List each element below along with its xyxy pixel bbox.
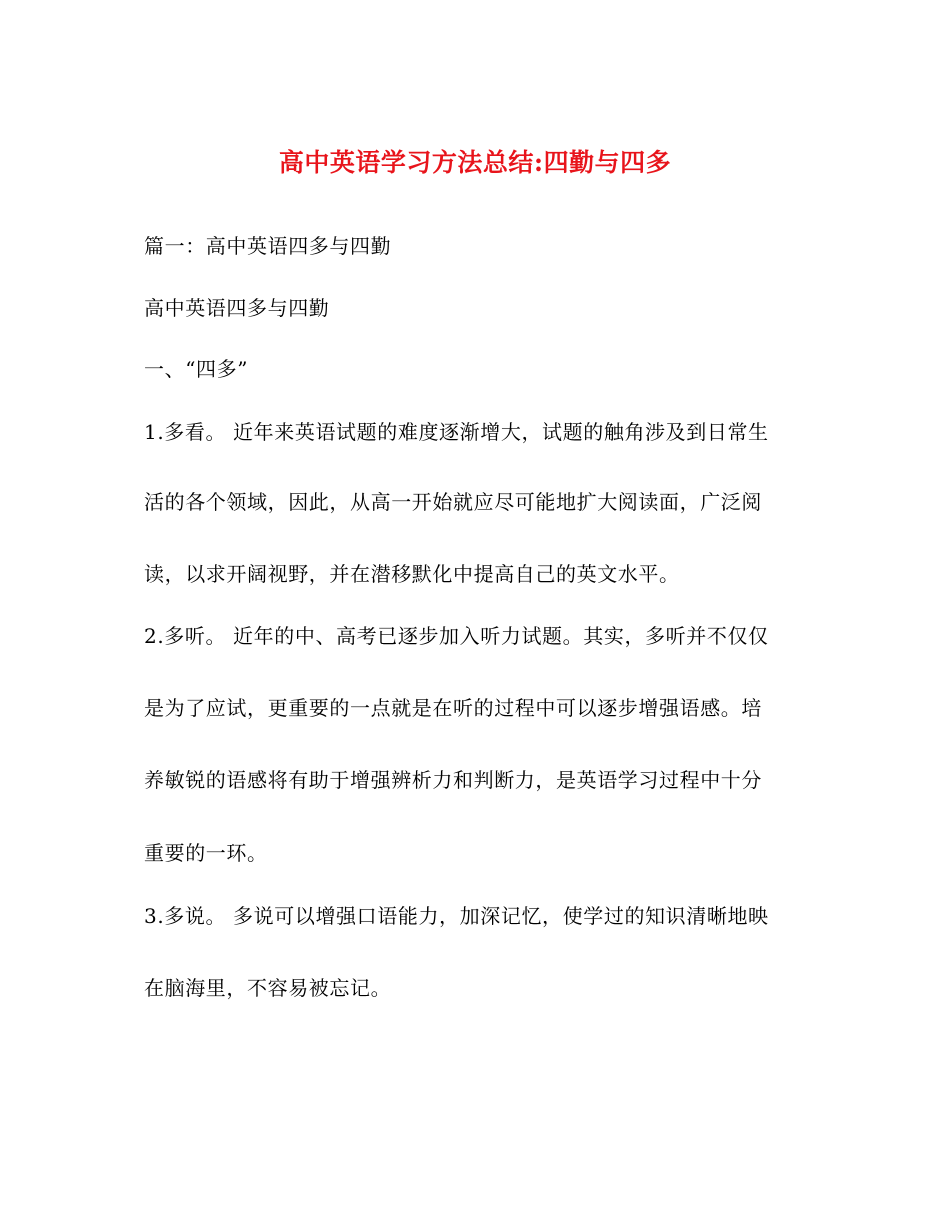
paragraph-line: 活的各个领域，因此，从高一开始就应尽可能地扩大阅读面，广泛阅 xyxy=(144,490,762,514)
list-heading: 一、“四多” xyxy=(144,357,249,381)
paragraph-line: 3.多说。 多说可以增强口语能力，加深记忆，使学过的知识清晰地映 xyxy=(144,904,769,928)
document-title: 高中英语学习方法总结:四勤与四多 xyxy=(278,148,672,177)
paragraph-line: 2.多听。 近年的中、高考已逐步加入听力试题。其实，多听并不仅仅 xyxy=(144,624,769,648)
paragraph-line: 在脑海里，不容易被忘记。 xyxy=(144,976,392,1000)
paragraph-line: 1.多看。 近年来英语试题的难度逐渐增大，试题的触角涉及到日常生 xyxy=(144,420,769,444)
paragraph-line: 是为了应试，更重要的一点就是在听的过程中可以逐步增强语感。培 xyxy=(144,696,762,720)
section-heading: 篇一：高中英语四多与四勤 xyxy=(144,234,392,258)
paragraph-line: 重要的一环。 xyxy=(144,841,268,865)
paragraph-line: 养敏锐的语感将有助于增强辨析力和判断力，是英语学习过程中十分 xyxy=(144,768,762,792)
paragraph-line: 读，以求开阔视野，并在潜移默化中提高自己的英文水平。 xyxy=(144,562,680,586)
subheading: 高中英语四多与四勤 xyxy=(144,296,330,320)
